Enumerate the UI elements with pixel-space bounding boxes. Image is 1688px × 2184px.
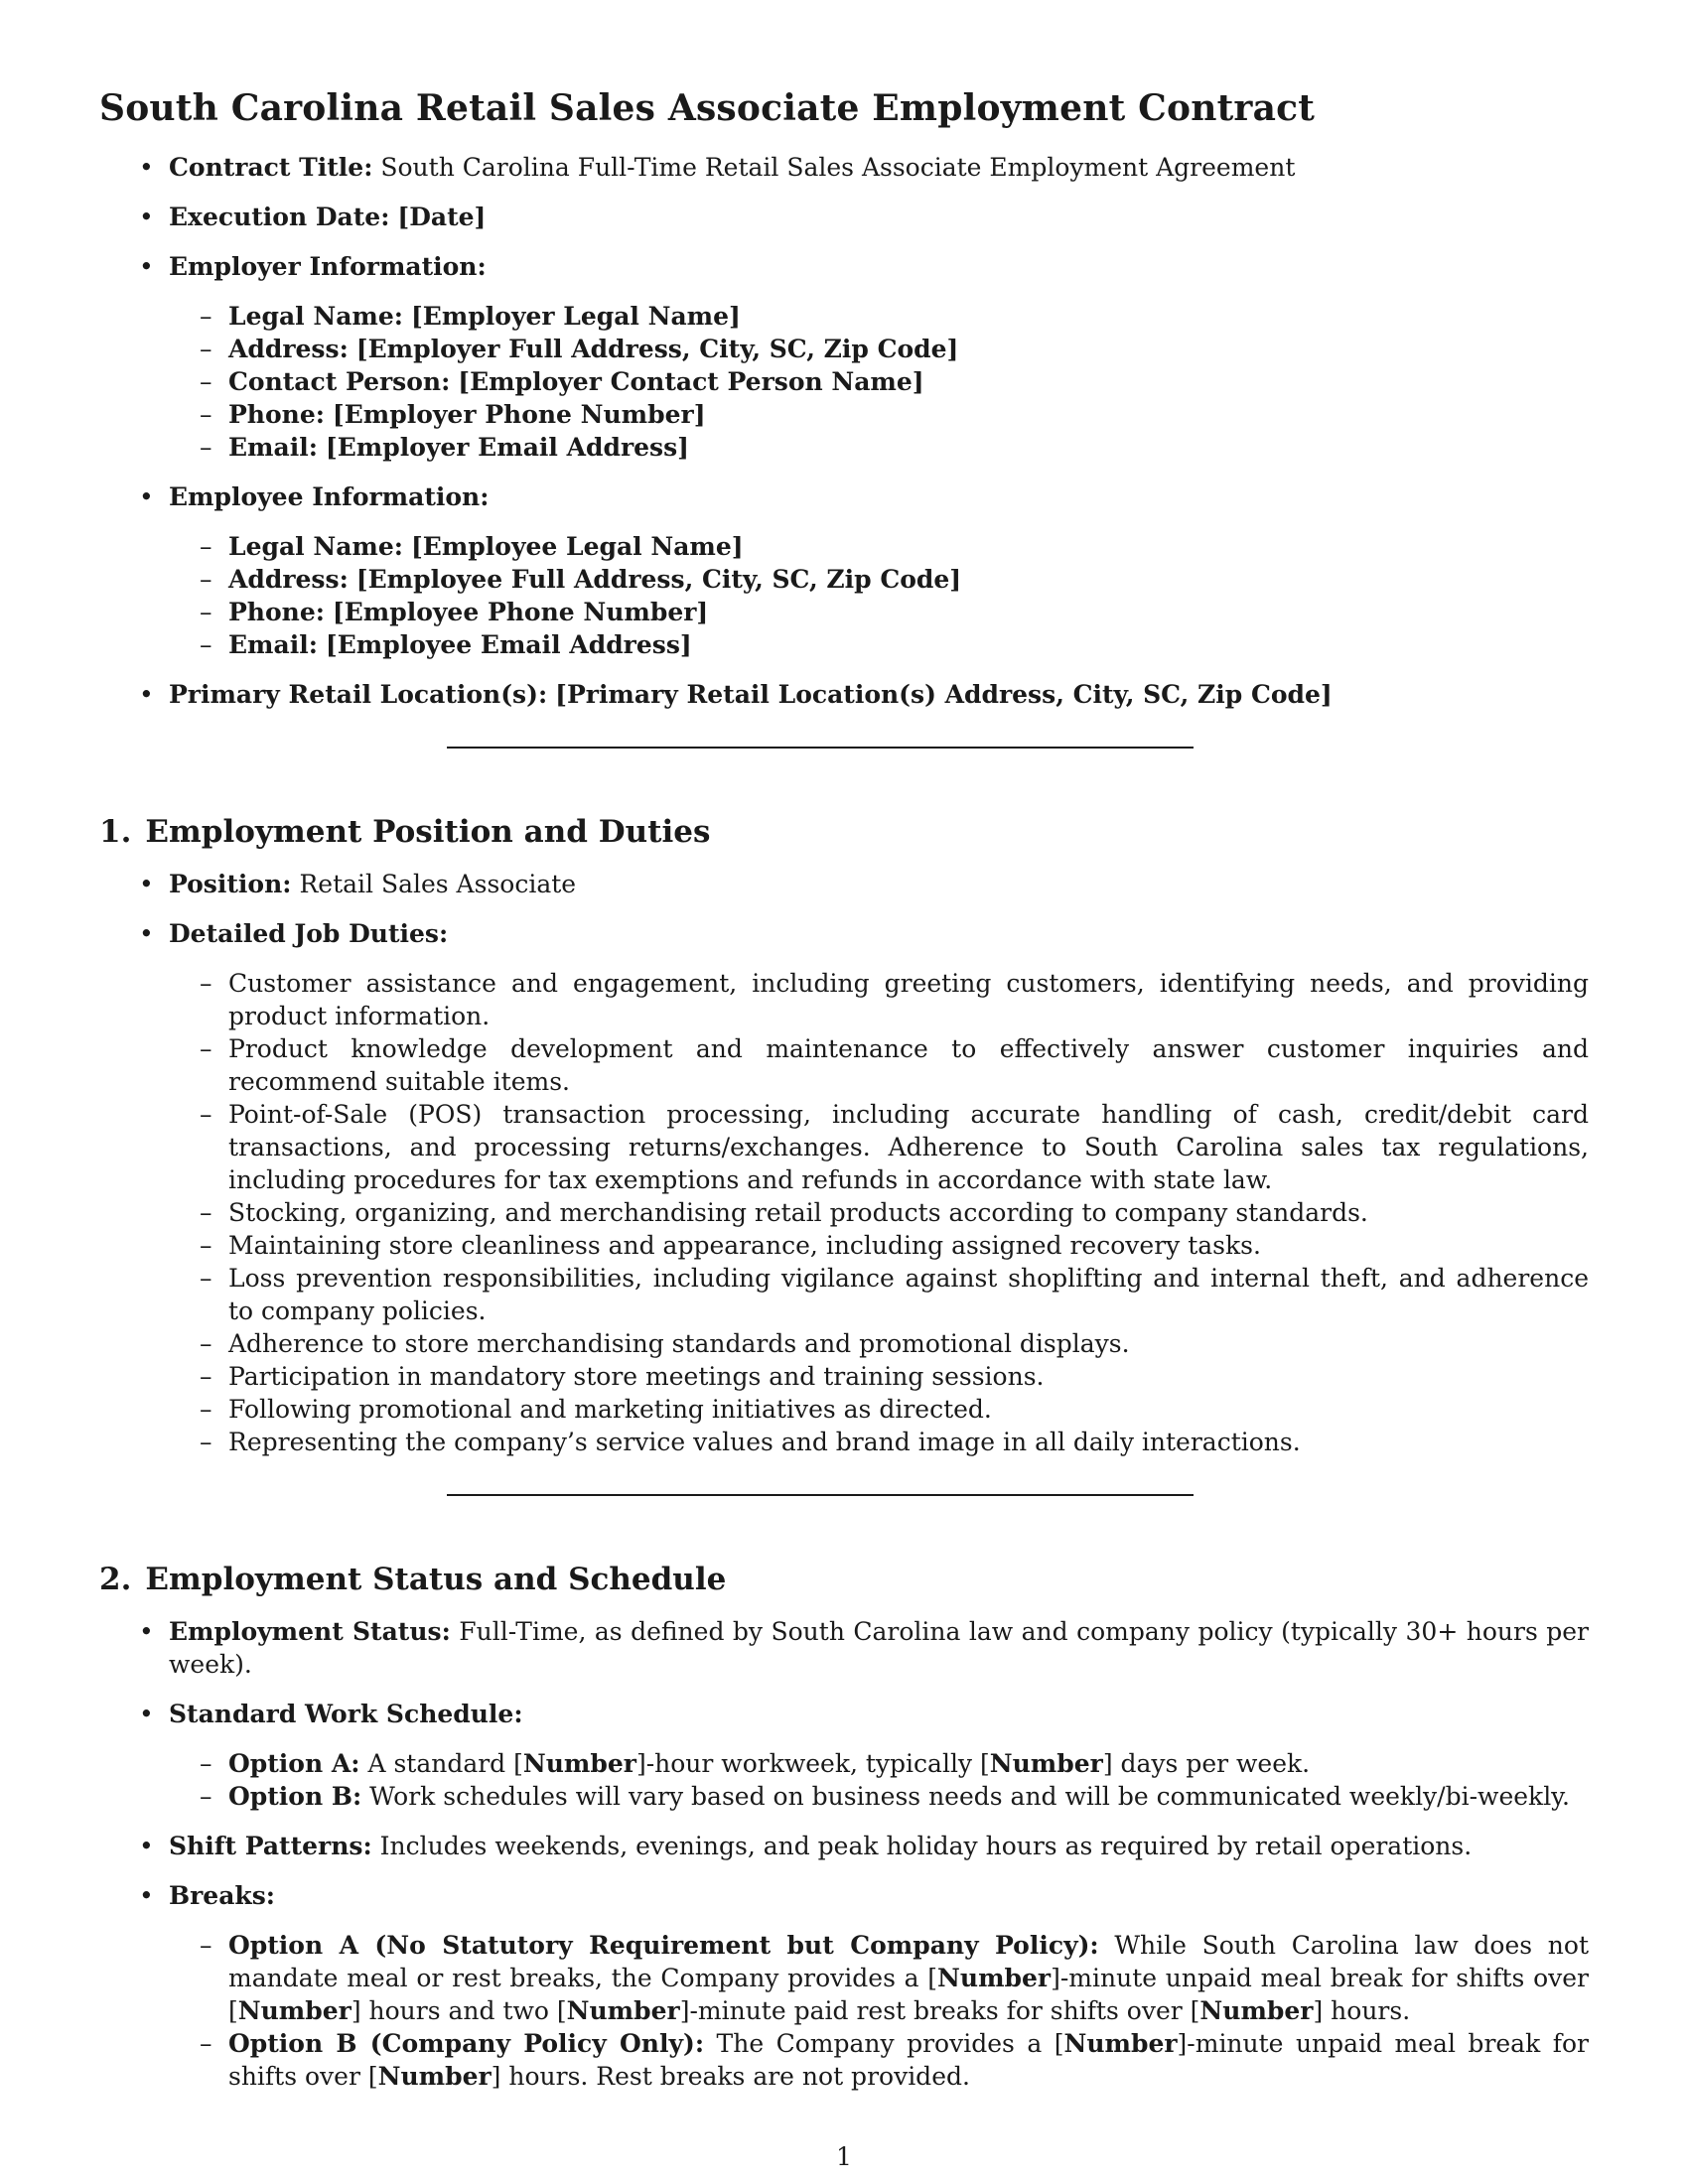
option-text: Work schedules will vary based on business needs and will be communicated weekly/bi-weekly. <box>369 1782 1570 1811</box>
section-number: 1. <box>99 814 132 850</box>
option-label: Option A (No Statutory Requirement but Company Policy): <box>228 1931 1099 1960</box>
duty-item: – Loss prevention responsibilities, including vigilance against shoplifting and internal theft, and adherence to company policies. <box>169 1262 1589 1327</box>
employee-address <box>169 563 1589 596</box>
employee-info-item <box>99 480 1589 661</box>
document-title: South Carolina Retail Sales Associate Employment Contract <box>99 87 1316 129</box>
field-label: Phone: <box>228 400 325 429</box>
option-text: ] days per week. <box>1102 1749 1311 1778</box>
employer-info-list <box>169 300 1589 464</box>
placeholder-number: Number <box>1199 1996 1314 2025</box>
breaks-list <box>169 1929 1589 2093</box>
field-label: Phone: <box>228 598 325 626</box>
option-text: The Company provides a [ <box>716 2029 1064 2058</box>
employment-status-item <box>99 1615 1589 1681</box>
field-value: [Employee Full Address, City, SC, Zip Code] <box>355 565 962 594</box>
placeholder-number: Number <box>522 1749 636 1778</box>
position-item <box>99 868 1589 900</box>
field-value: [Employer Email Address] <box>325 433 690 462</box>
primary-location-item <box>99 678 1589 711</box>
employer-legal-name <box>169 300 1589 333</box>
placeholder-number: Number <box>989 1749 1103 1778</box>
horizontal-rule <box>447 1494 1194 1496</box>
duty-item: – Point-of-Sale (POS) transaction processing, including accurate handling of cash, credit/debit card transactions, and processing returns/exchanges. Adherence to South Carolina sales tax regulations, including procedures for tax exemptions and refunds in accordance with state law. <box>169 1098 1589 1196</box>
duty-item: – Stocking, organizing, and merchandising retail products according to company standards. <box>169 1196 1589 1229</box>
employer-address <box>169 333 1589 365</box>
break-option-b <box>169 2027 1589 2093</box>
shift-patterns-label: Shift Patterns: <box>169 1832 372 1860</box>
placeholder-number: Number <box>1063 2029 1178 2058</box>
option-text: ]-minute paid rest breaks for shifts over [ <box>679 1996 1200 2025</box>
placeholder-number: Number <box>566 1996 680 2025</box>
work-schedule-item <box>99 1698 1589 1813</box>
contract-title-label: Contract Title: <box>169 153 373 182</box>
field-value: [Employer Phone Number] <box>332 400 706 429</box>
employer-info-label: Employer Information: <box>169 252 487 281</box>
primary-location-value: [Primary Retail Location(s) Address, City, SC, Zip Code] <box>555 680 1333 709</box>
employment-status-value: Full-Time, as defined by South Carolina law and company policy (typically 30+ hours per week). <box>169 1617 1589 1679</box>
field-value: [Employer Contact Person Name] <box>458 367 924 396</box>
field-label: Contact Person: <box>228 367 451 396</box>
schedule-option-a <box>169 1747 1589 1780</box>
schedule-option-b <box>169 1780 1589 1813</box>
duty-item: – Product knowledge development and maintenance to effectively answer customer inquiries and recommend suitable items. <box>169 1032 1589 1098</box>
job-duties-label: Detailed Job Duties: <box>169 919 449 948</box>
employee-email <box>169 628 1589 661</box>
header-list <box>99 151 1589 711</box>
field-label: Legal Name: <box>228 532 404 561</box>
employee-info-list <box>169 530 1589 661</box>
placeholder-number: Number <box>377 2062 492 2091</box>
employment-status-label: Employment Status: <box>169 1617 451 1646</box>
field-value: [Employee Phone Number] <box>332 598 709 626</box>
duty-item: – Maintaining store cleanliness and appearance, including assigned recovery tasks. <box>169 1229 1589 1262</box>
contract-title-value: South Carolina Full-Time Retail Sales Associate Employment Agreement <box>380 153 1296 182</box>
option-text: A standard [ <box>367 1749 523 1778</box>
duty-item: – Following promotional and marketing initiatives as directed. <box>169 1393 1589 1426</box>
section-title: Employment Status and Schedule <box>145 1562 727 1597</box>
shift-patterns-item <box>99 1830 1589 1862</box>
placeholder-number: Number <box>237 1996 352 2025</box>
field-value: [Employee Legal Name] <box>410 532 744 561</box>
job-duties-item <box>99 917 1589 1458</box>
field-value: [Employee Email Address] <box>325 630 692 659</box>
field-value: [Employer Legal Name] <box>410 302 741 331</box>
execution-date-item <box>99 201 1589 233</box>
option-text: ] hours. <box>1313 1996 1411 2025</box>
execution-date-label: Execution Date: <box>169 203 390 231</box>
duty-item: – Adherence to store merchandising standards and promotional displays. <box>169 1327 1589 1360</box>
employer-email <box>169 431 1589 464</box>
option-text: ] hours. Rest breaks are not provided. <box>491 2062 970 2091</box>
work-schedule-list <box>169 1747 1589 1813</box>
job-duties-list <box>169 967 1589 1458</box>
employer-contact-person <box>169 365 1589 398</box>
option-text: ] hours and two [ <box>351 1996 567 2025</box>
option-text: ]-minute unpaid meal break for shifts over [ <box>228 2029 1589 2091</box>
section-number: 2. <box>99 1562 132 1597</box>
breaks-label: Breaks: <box>169 1881 276 1910</box>
option-label: Option B: <box>228 1782 362 1811</box>
duty-item: – Participation in mandatory store meetings and training sessions. <box>169 1360 1589 1393</box>
primary-location-label: Primary Retail Location(s): <box>169 680 548 709</box>
option-text: ]-hour workweek, typically [ <box>635 1749 990 1778</box>
section-1-list <box>99 868 1589 1458</box>
work-schedule-label: Standard Work Schedule: <box>169 1700 523 1728</box>
break-option-a <box>169 1929 1589 2027</box>
employee-info-label: Employee Information: <box>169 482 490 511</box>
employee-phone <box>169 596 1589 628</box>
option-label: Option A: <box>228 1749 360 1778</box>
horizontal-rule <box>447 747 1194 749</box>
page-number: 1 <box>836 2142 852 2171</box>
position-value: Retail Sales Associate <box>299 870 577 898</box>
option-text: While South Carolina law does not mandate meal or rest breaks, the Company provides a [ <box>228 1931 1589 1992</box>
field-label: Email: <box>228 433 318 462</box>
document-page <box>99 87 1589 2110</box>
section-2-list <box>99 1615 1589 2093</box>
field-value: [Employer Full Address, City, SC, Zip Code] <box>355 335 959 363</box>
employer-info-item <box>99 250 1589 464</box>
employer-phone <box>169 398 1589 431</box>
placeholder-number: Number <box>937 1964 1052 1992</box>
option-text: ]-minute unpaid meal break for shifts over [ <box>228 1964 1589 2025</box>
employee-legal-name <box>169 530 1589 563</box>
section-2-heading <box>99 1562 1589 1597</box>
field-label: Email: <box>228 630 318 659</box>
field-label: Legal Name: <box>228 302 404 331</box>
section-1-heading <box>99 814 1589 850</box>
field-label: Address: <box>228 565 349 594</box>
field-label: Address: <box>228 335 349 363</box>
section-title: Employment Position and Duties <box>145 814 711 850</box>
breaks-item <box>99 1879 1589 2093</box>
contract-title-item <box>99 151 1589 184</box>
shift-patterns-value: Includes weekends, evenings, and peak holiday hours as required by retail operations. <box>379 1832 1473 1860</box>
duty-item: – Representing the company’s service values and brand image in all daily interactions. <box>169 1426 1589 1458</box>
position-label: Position: <box>169 870 292 898</box>
option-label: Option B (Company Policy Only): <box>228 2029 705 2058</box>
execution-date-value: [Date] <box>397 203 487 231</box>
duty-item: – Customer assistance and engagement, including greeting customers, identifying needs, and providing product information. <box>169 967 1589 1032</box>
